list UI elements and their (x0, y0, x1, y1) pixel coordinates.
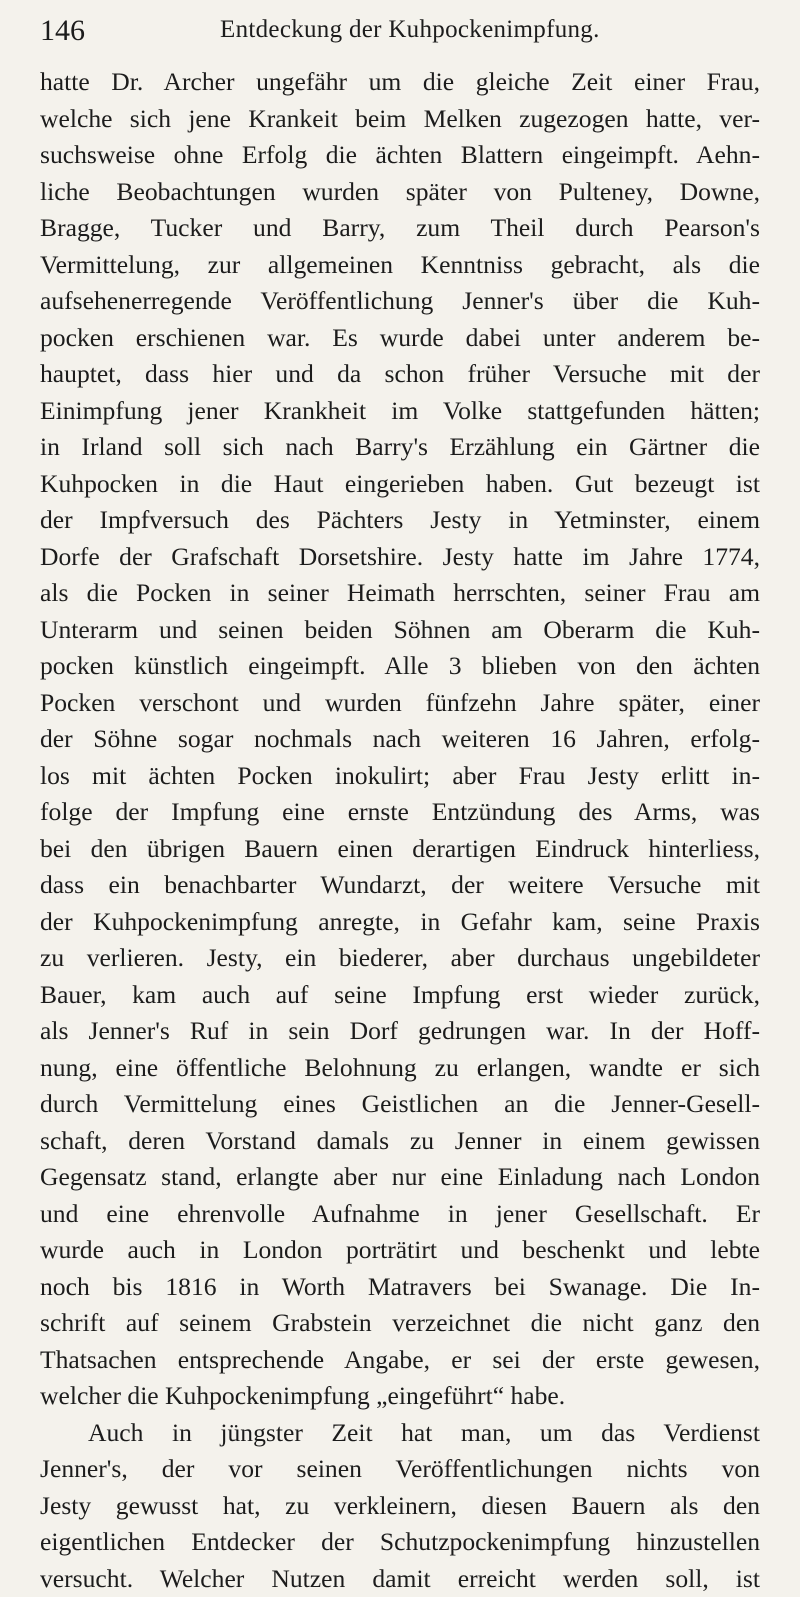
text-line: pocken künstlich eingeimpft. Alle 3 blieben von den ächten (40, 648, 760, 685)
page-number: 146 (40, 14, 85, 48)
text-line: Jesty gewusst hat, zu verkleinern, diesen Bauern als den (40, 1488, 760, 1525)
text-line: Unterarm und seinen beiden Söhnen am Oberarm die Kuh- (40, 612, 760, 649)
text-line: hatte Dr. Archer ungefähr um die gleiche Zeit einer Frau, (40, 64, 760, 101)
text-line: zu verlieren. Jesty, ein biederer, aber durchaus ungebildeter (40, 940, 760, 977)
running-head (40, 4, 760, 54)
text-line: Dorfe der Grafschaft Dorsetshire. Jesty hatte im Jahre 1774, (40, 539, 760, 576)
text-line: durch Vermittelung eines Geistlichen an die Jenner-Gesell- (40, 1086, 760, 1123)
text-line: versucht. Welcher Nutzen damit erreicht werden soll, ist (40, 1561, 760, 1597)
text-line: schrift auf seinem Grabstein verzeichnet die nicht ganz den (40, 1305, 760, 1342)
text-line: der Impfversuch des Pächters Jesty in Yetminster, einem (40, 502, 760, 539)
text-line: eigentlichen Entdecker der Schutzpockenimpfung hinzustellen (40, 1524, 760, 1561)
text-line: der Söhne sogar nochmals nach weiteren 16 Jahren, erfolg- (40, 721, 760, 758)
text-line: los mit ächten Pocken inokulirt; aber Frau Jesty erlitt in- (40, 758, 760, 795)
text-line: folge der Impfung eine ernste Entzündung des Arms, was (40, 794, 760, 831)
text-line: pocken erschienen war. Es wurde dabei unter anderem be- (40, 320, 760, 357)
text-line: Einimpfung jener Krankheit im Volke stattgefunden hätten; (40, 393, 760, 430)
text-line: liche Beobachtungen wurden später von Pulteney, Downe, (40, 174, 760, 211)
text-line: nung, eine öffentliche Belohnung zu erlangen, wandte er sich (40, 1050, 760, 1087)
text-line: Jenner's, der vor seinen Veröffentlichungen nichts von (40, 1451, 760, 1488)
text-line: der Kuhpockenimpfung anregte, in Gefahr kam, seine Praxis (40, 904, 760, 941)
running-head-title: Entdeckung der Kuhpockenimpfung. (220, 16, 600, 44)
text-line: als Jenner's Ruf in sein Dorf gedrungen war. In der Hoff- (40, 1013, 760, 1050)
text-line: suchsweise ohne Erfolg die ächten Blattern eingeimpft. Aehn- (40, 137, 760, 174)
text-line: Vermittelung, zur allgemeinen Kenntniss gebracht, als die (40, 247, 760, 284)
text-line: Thatsachen entsprechende Angabe, er sei der erste gewesen, (40, 1342, 760, 1379)
text-line: aufsehenerregende Veröffentlichung Jenner's über die Kuh- (40, 283, 760, 320)
text-line: dass ein benachbarter Wundarzt, der weitere Versuche mit (40, 867, 760, 904)
text-line: Auch in jüngster Zeit hat man, um das Verdienst (40, 1415, 760, 1452)
text-line: als die Pocken in seiner Heimath herrschten, seiner Frau am (40, 575, 760, 612)
text-line: Gegensatz stand, erlangte aber nur eine Einladung nach London (40, 1159, 760, 1196)
text-line: in Irland soll sich nach Barry's Erzählung ein Gärtner die (40, 429, 760, 466)
text-line: Pocken verschont und wurden fünfzehn Jahre später, einer (40, 685, 760, 722)
body-text (40, 64, 760, 1597)
text-line: bei den übrigen Bauern einen derartigen Eindruck hinterliess, (40, 831, 760, 868)
text-line: noch bis 1816 in Worth Matravers bei Swanage. Die In- (40, 1269, 760, 1306)
text-line: welcher die Kuhpockenimpfung „eingeführt“ habe. (40, 1378, 760, 1415)
text-line: Bauer, kam auch auf seine Impfung erst wieder zurück, (40, 977, 760, 1014)
text-line: Bragge, Tucker und Barry, zum Theil durch Pearson's (40, 210, 760, 247)
text-line: schaft, deren Vorstand damals zu Jenner in einem gewissen (40, 1123, 760, 1160)
text-line: wurde auch in London porträtirt und beschenkt und lebte (40, 1232, 760, 1269)
text-line: hauptet, dass hier und da schon früher Versuche mit der (40, 356, 760, 393)
text-line: und eine ehrenvolle Aufnahme in jener Gesellschaft. Er (40, 1196, 760, 1233)
text-line: welche sich jene Krankeit beim Melken zugezogen hatte, ver- (40, 101, 760, 138)
text-line: Kuhpocken in die Haut eingerieben haben. Gut bezeugt ist (40, 466, 760, 503)
